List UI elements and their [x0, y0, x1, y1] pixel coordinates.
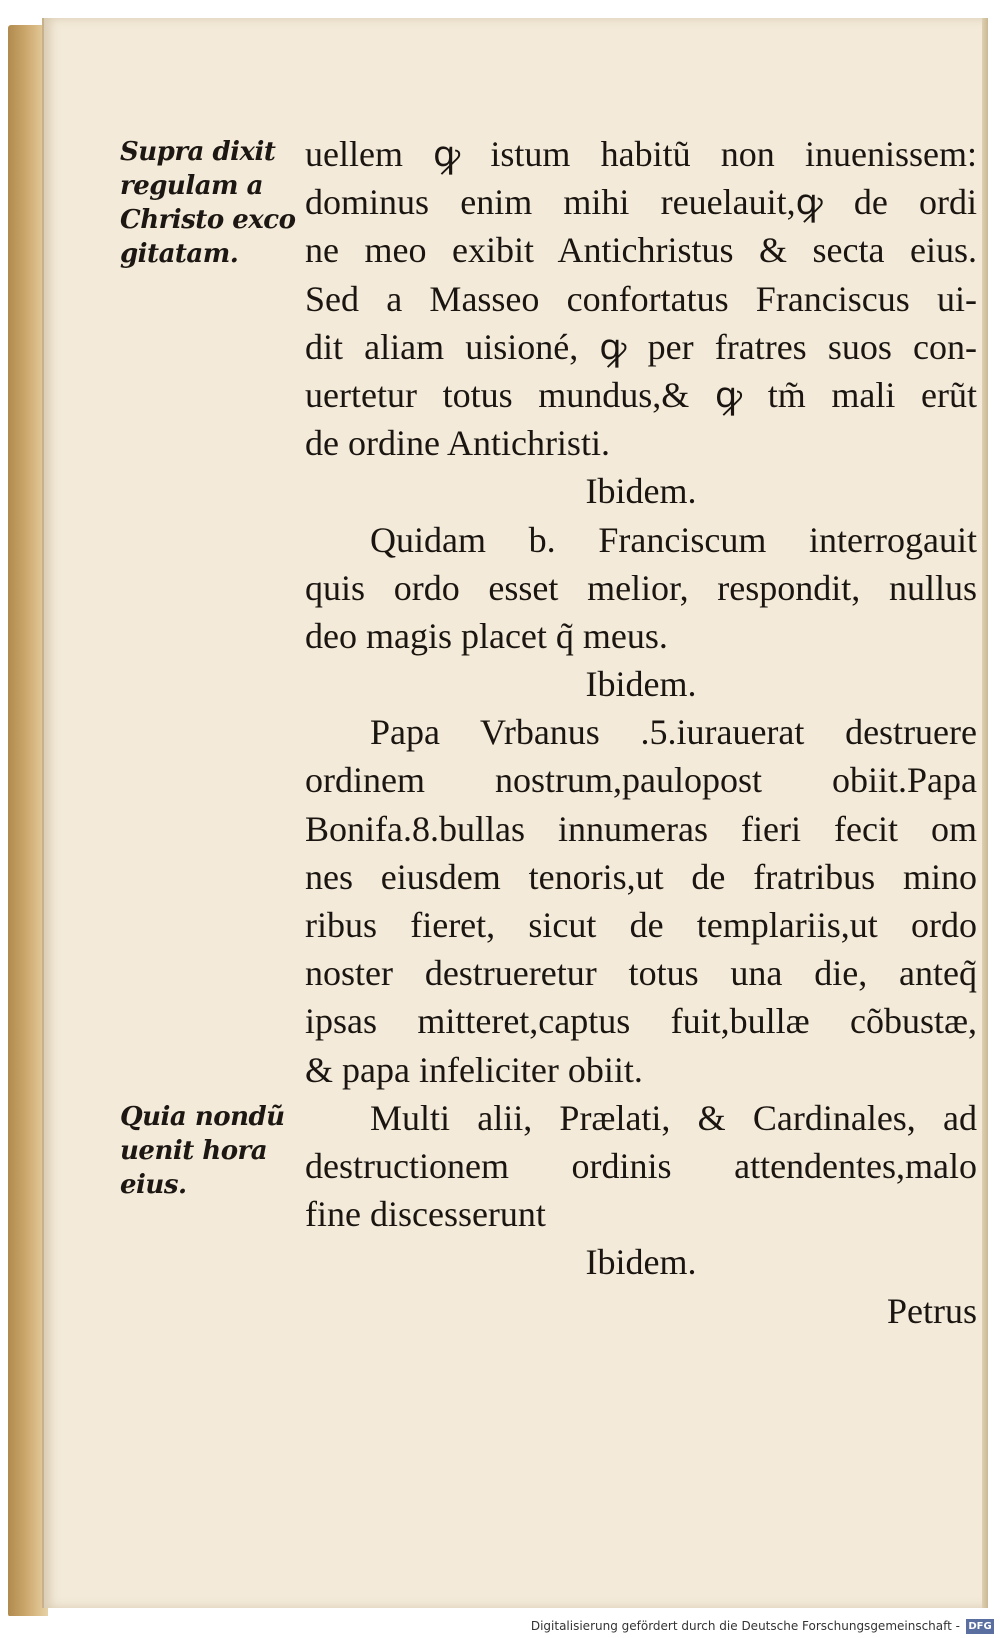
margin-note-line: Quia nondũ [120, 1102, 285, 1132]
text-line: nes eiusdem tenoris,ut de fratribus mino [305, 856, 977, 897]
text-line: Papa Vrbanus .5.iurauerat destruere [370, 712, 977, 753]
margin-note-line: gitatam. [120, 239, 239, 269]
text-line: Bonifa.8.bullas innumeras fieri fecit om [305, 808, 977, 849]
catchword: Petrus [887, 1290, 977, 1331]
text-line: ordinem nostrum,paulopost obiit.Papa [305, 760, 977, 801]
margin-note-2 [120, 1100, 295, 1202]
dfg-logo-icon: DFG [966, 1619, 994, 1634]
footer-credit-text: Digitalisierung gefördert durch die Deutsche Forschungsgemeinschaft - [530, 1619, 960, 1633]
section-heading: Ibidem. [585, 471, 697, 512]
text-line: Sed a Masseo confortatus Franciscus ui- [305, 278, 977, 319]
section-heading: Ibidem. [585, 664, 697, 705]
text-line: ne meo exibit Antichristus & secta eius. [305, 230, 977, 271]
margin-note-line: eius. [120, 1170, 187, 1200]
margin-note-line: regulam a [120, 171, 263, 201]
text-line: de ordine Antichristi. [305, 423, 610, 464]
section-heading: Ibidem. [585, 1242, 697, 1283]
text-line: Quidam b. Franciscum interrogauit [370, 519, 977, 560]
text-line: dominus enim mihi reuelauit,ꝙ de ordi [305, 182, 977, 223]
text-line: deo magis placet q̃ meus. [305, 615, 668, 656]
text-line: ribus fieret, sicut de templariis,ut ordo [305, 905, 977, 945]
text-line: noster destrueretur totus una die, anteq̃ [305, 953, 977, 994]
text-line: quis ordo esset melior, respondit, nullus [305, 567, 977, 608]
margin-note-line: uenit hora [120, 1136, 268, 1166]
text-line: destructionem ordinis attendentes,malo [305, 1145, 977, 1186]
margin-note-line: Christo exco [120, 205, 296, 235]
main-text-block [305, 130, 977, 1335]
margin-note-1 [120, 135, 295, 271]
text-line: uellem ꝙ istum habitũ non inuenissem: [305, 134, 977, 174]
text-line: & papa infeliciter obiit. [305, 1049, 643, 1090]
text-line: ipsas mitteret,captus fuit,bullæ cõbustæ, [305, 1001, 977, 1042]
digitization-footer [0, 1616, 1000, 1638]
page-edge [982, 18, 988, 1608]
text-line: uertetur totus mundus,& ꝙ tm̃ mali erũt [305, 374, 977, 415]
margin-note-line: Supra dixit [120, 137, 276, 167]
text-line: Multi alii, Prælati, & Cardinales, ad [370, 1097, 977, 1138]
text-line: fine discesserunt [305, 1194, 546, 1235]
text-line: dit aliam uisioné, ꝙ per fratres suos con- [305, 326, 977, 367]
